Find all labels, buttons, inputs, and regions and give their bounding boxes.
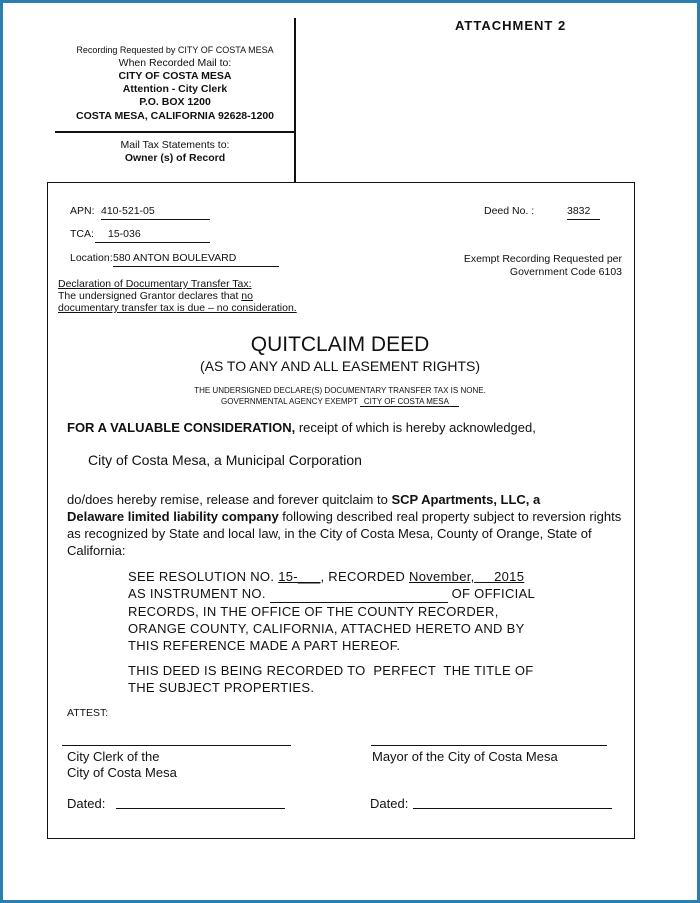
- exempt-recording-note: [430, 253, 622, 279]
- exempt-line2: Government Code 6103: [509, 266, 622, 278]
- instrument-number-blank: [270, 585, 448, 603]
- recording-address-line2: Attention - City Clerk: [122, 83, 228, 95]
- resolution-date: November, 2015: [409, 569, 525, 584]
- transfer-tax-note: THE UNDERSIGNED DECLARE(S) DOCUMENTARY TRANSFER TAX IS NONE.: [194, 386, 486, 395]
- deed-subtitle: (AS TO ANY AND ALL EASEMENT RIGHTS): [199, 358, 481, 374]
- resolution-instrument-label: AS INSTRUMENT NO.: [128, 586, 270, 601]
- agency-exempt-note: [47, 397, 633, 406]
- deed-number-value: 3832: [567, 205, 600, 220]
- when-recorded-label: When Recorded Mail to:: [118, 57, 232, 69]
- grantee-name-part2: Delaware limited liability company: [67, 509, 279, 524]
- page-border-top: [0, 0, 700, 3]
- page-border-left: [0, 0, 3, 903]
- clerk-dated-label: Dated:: [67, 796, 106, 811]
- resolution-line5: THIS REFERENCE MADE A PART HEREOF.: [128, 638, 401, 653]
- tca-label: TCA:: [70, 228, 94, 240]
- location-label: Location:: [70, 252, 113, 264]
- declaration-block: [58, 278, 297, 314]
- mayor-dated-label: Dated:: [370, 796, 409, 811]
- mail-tax-label: Mail Tax Statements to:: [120, 139, 230, 151]
- resolution-line3: RECORDS, IN THE OFFICE OF THE COUNTY RECORDER,: [128, 604, 499, 619]
- recording-divider-horizontal: [55, 131, 295, 133]
- quitclaim-text-a: do/does hereby remise, release and forever quitclaim to: [67, 492, 392, 507]
- declaration-line1: [58, 290, 297, 302]
- resolution-line1: [128, 568, 588, 585]
- consideration-line: [67, 420, 536, 435]
- quitclaim-paragraph: [67, 491, 633, 559]
- perfect-title-line1: THIS DEED IS BEING RECORDED TO PERFECT THE TITLE OF: [128, 663, 534, 678]
- mayor-title: Mayor of the City of Costa Mesa: [372, 749, 558, 764]
- declaration-line1-text: The undersigned Grantor declares that: [58, 290, 242, 302]
- declaration-line2: documentary transfer tax is due – no consideration.: [58, 302, 297, 314]
- resolution-line4: ORANGE COUNTY, CALIFORNIA, ATTACHED HERETO AND BY: [128, 621, 525, 636]
- apn-value: 410-521-05: [101, 205, 210, 220]
- consideration-rest: receipt of which is hereby acknowledged,: [295, 420, 536, 435]
- grantor-name: City of Costa Mesa, a Municipal Corporation: [88, 452, 362, 468]
- declaration-title: Declaration of Documentary Transfer Tax:: [58, 278, 252, 290]
- deed-title: QUITCLAIM DEED: [250, 333, 430, 356]
- recording-address-line4: COSTA MESA, CALIFORNIA 92628-1200: [76, 110, 274, 122]
- resolution-text-c: , RECORDED: [320, 569, 409, 584]
- grantee-name-part1: SCP Apartments, LLC, a: [391, 492, 541, 507]
- recording-address-line1: CITY OF COSTA MESA: [118, 70, 232, 82]
- resolution-text-a: SEE RESOLUTION NO.: [128, 569, 279, 584]
- clerk-title: [67, 749, 177, 781]
- mail-tax-value: Owner (s) of Record: [124, 152, 226, 164]
- perfect-title-paragraph: [128, 662, 608, 696]
- clerk-signature-line[interactable]: [62, 745, 291, 746]
- attachment-label: ATTACHMENT 2: [455, 18, 567, 33]
- quitclaim-text-b: following described real property subject to reversion rights as recognized by State and local law, in the City of Costa Mesa, County of Orange, State of California:: [67, 509, 622, 558]
- recording-address-line3: P.O. BOX 1200: [139, 96, 211, 108]
- perfect-title-line2: THE SUBJECT PROPERTIES.: [128, 680, 315, 695]
- resolution-line2: [128, 585, 588, 603]
- recording-requested-by: Recording Requested by CITY OF COSTA MESA: [76, 45, 274, 55]
- mayor-dated-line[interactable]: [413, 808, 612, 809]
- resolution-official: OF OFFICIAL: [451, 586, 536, 601]
- clerk-dated-line[interactable]: [116, 808, 285, 809]
- attest-label: ATTEST:: [67, 707, 109, 719]
- deed-number-label: Deed No. :: [484, 205, 535, 217]
- apn-label: APN:: [70, 205, 95, 217]
- agency-exempt-name: CITY OF COSTA MESA: [360, 397, 459, 407]
- exempt-line1: Exempt Recording Requested per: [463, 253, 622, 265]
- consideration-bold: FOR A VALUABLE CONSIDERATION,: [67, 420, 296, 435]
- location-value: 580 ANTON BOULEVARD: [113, 252, 279, 267]
- resolution-paragraph: [128, 568, 588, 654]
- clerk-title-line1: City Clerk of the: [67, 749, 160, 764]
- declaration-no: no: [241, 290, 253, 302]
- resolution-number: 15-___: [278, 569, 321, 584]
- clerk-title-line2: City of Costa Mesa: [67, 765, 177, 780]
- mayor-signature-line[interactable]: [371, 745, 607, 746]
- agency-exempt-label: GOVERNMENTAL AGENCY EXEMPT: [221, 397, 358, 406]
- tca-value: 15-036: [95, 228, 210, 243]
